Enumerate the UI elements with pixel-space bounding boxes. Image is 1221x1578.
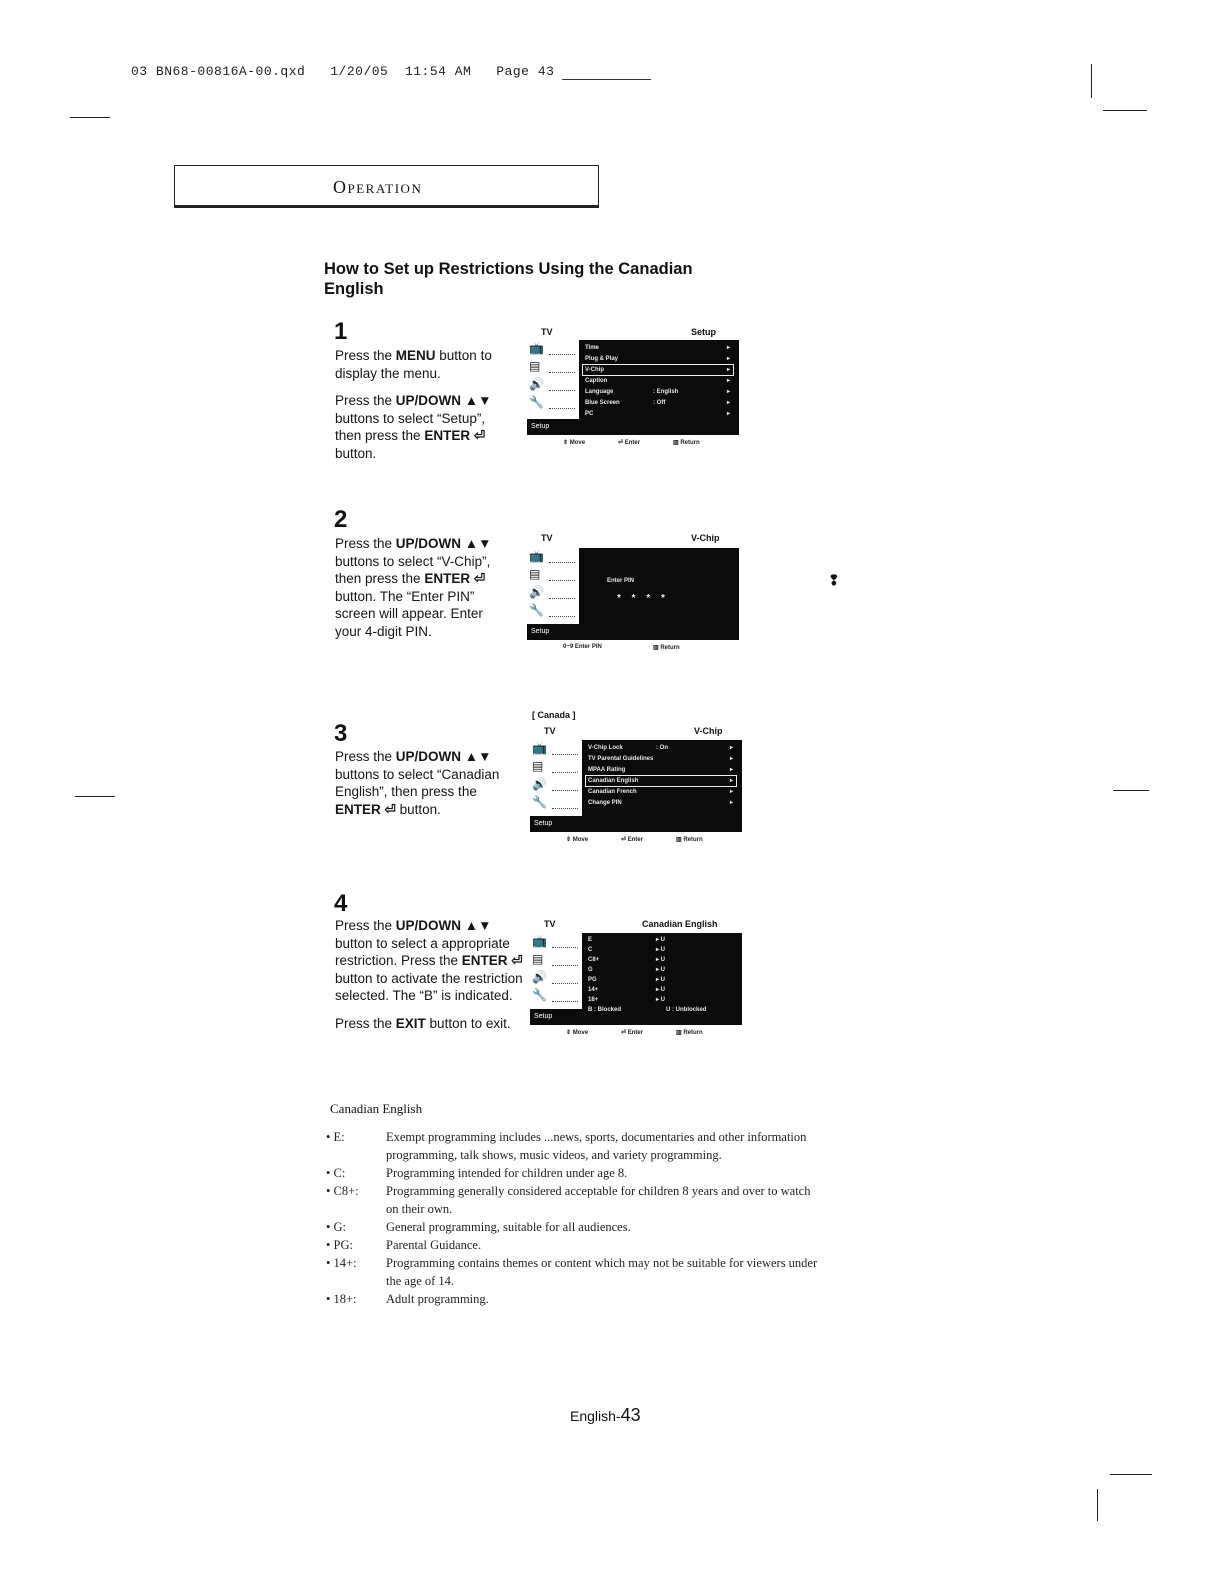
tv-menu-screen (527, 548, 739, 640)
menu-row (586, 976, 736, 985)
menu-row (586, 996, 736, 1005)
menu-row-arrow: ▸ (726, 400, 730, 406)
sidebar-icon: 📺 (532, 741, 547, 755)
menu-row-value: : Off (653, 400, 666, 406)
nav-hint: ⏎ Enter (621, 837, 644, 843)
screen-tv-label: TV (541, 327, 553, 337)
menu-sidebar (527, 548, 579, 640)
menu-row-value: ▸ U (656, 937, 666, 943)
definition-description: Adult programming. (386, 1292, 489, 1306)
menu-row-label: G (588, 967, 593, 973)
screen-menu-title: V-Chip (694, 726, 723, 736)
menu-row-value: ▸ U (656, 987, 666, 993)
menu-row (586, 946, 736, 955)
step-number: 3 (334, 720, 348, 747)
sidebar-dots (552, 937, 578, 948)
screen-menu-title: Canadian English (642, 919, 718, 929)
menu-row-value: ▸ U (656, 967, 666, 973)
sidebar-dots (552, 744, 578, 755)
instruction-text: button to activate the restriction selected. The “B” is indicated. (335, 970, 523, 1003)
nav-hint: ⇕ Move (566, 837, 589, 843)
definitions-heading: Canadian English (330, 1101, 423, 1116)
crop-mark-top-left (70, 117, 110, 118)
instruction-keyword: ENTER ⏎ (461, 953, 523, 968)
menu-row-label: Language (585, 389, 614, 395)
menu-row-label: V-Chip Lock (588, 745, 623, 751)
menu-row-label: MPAA Rating (588, 767, 626, 773)
menu-row (583, 376, 733, 386)
sidebar-icon: 🔊 (529, 377, 544, 391)
section-title: Operation (333, 177, 423, 197)
menu-row (586, 743, 736, 753)
sidebar-setup-tab: Setup (530, 1009, 582, 1025)
nav-hint: ⏎ Enter (618, 440, 641, 446)
menu-sidebar (530, 740, 582, 832)
sidebar-icon: 🔧 (529, 395, 544, 409)
definition-description: Parental Guidance. (386, 1238, 482, 1252)
sidebar-icon: ▤ (532, 759, 544, 773)
instruction-paragraph (335, 1015, 530, 1033)
menu-row (586, 765, 736, 775)
instruction-text: Press the (335, 918, 396, 933)
step-instructions (335, 748, 500, 818)
menu-row (586, 936, 736, 945)
sidebar-dots (549, 362, 575, 373)
instruction-text: button. The “Enter PIN” screen will appear. Enter your 4-digit PIN. (335, 588, 483, 639)
instruction-text: buttons to select “Canadian English”, then press the (335, 766, 500, 799)
sidebar-icon: 🔊 (532, 777, 547, 791)
crop-mark-bottom-right-v (1097, 1489, 1098, 1521)
sidebar-icon: 📺 (529, 341, 544, 355)
menu-row (586, 1006, 736, 1015)
definition-description: Programming generally considered acceptable for children 8 years and over to watch on their own. (386, 1184, 811, 1216)
step-number: 4 (334, 890, 348, 917)
menu-row-arrow: ▸ (729, 756, 733, 762)
step-instructions (335, 917, 530, 1032)
instruction-keyword: UP/DOWN ▲▼ (395, 536, 492, 551)
sidebar-setup-tab: Setup (527, 419, 579, 435)
menu-row-label: TV Parental Guidelines (588, 756, 654, 762)
definition-term: • C8+: (326, 1184, 359, 1198)
definition-term: • E: (326, 1130, 345, 1144)
menu-row-arrow: ▸ (726, 356, 730, 362)
instruction-keyword: ENTER ⏎ (424, 571, 486, 586)
definition-term: • PG: (326, 1238, 353, 1252)
nav-hint: ▥ Return (653, 645, 680, 651)
menu-row (583, 365, 733, 375)
menu-sidebar (530, 933, 582, 1025)
instruction-text: buttons to select “Setup”, then press the (335, 410, 486, 443)
footer-label: English- (570, 1408, 621, 1424)
menu-row-label: Canadian English (588, 778, 639, 784)
menu-row (586, 986, 736, 995)
instruction-text: buttons to select “V-Chip”, then press the (335, 553, 491, 586)
sidebar-setup-tab: Setup (527, 624, 579, 640)
sidebar-setup-tab: Setup (530, 816, 582, 832)
instruction-paragraph (335, 392, 500, 462)
instruction-keyword: UP/DOWN ▲▼ (395, 393, 492, 408)
page-footer (570, 1405, 641, 1426)
menu-row (583, 354, 733, 364)
sidebar-dots (552, 955, 578, 966)
step-number: 2 (334, 506, 348, 533)
sidebar-icon: ▤ (532, 952, 544, 966)
menu-row (586, 754, 736, 764)
slug-page-num: 43 (537, 64, 555, 79)
instruction-text: Press the (335, 393, 396, 408)
sidebar-dots (552, 798, 578, 809)
slug-time: 11:54 AM (404, 64, 472, 79)
menu-row-value: : On (656, 745, 668, 751)
sidebar-icon: 🔧 (532, 988, 547, 1002)
nav-hint: ⇕ Move (563, 440, 586, 446)
instruction-keyword: ENTER ⏎ (335, 801, 396, 817)
menu-row-arrow: ▸ (726, 411, 730, 417)
section-header-box (174, 165, 599, 208)
sidebar-icon: 📺 (529, 549, 544, 563)
sidebar-dots (549, 606, 575, 617)
instruction-keyword: UP/DOWN ▲▼ (395, 918, 492, 933)
menu-row-label: Blue Screen (585, 400, 620, 406)
instruction-text: button to display the menu. (335, 348, 492, 381)
step-instructions (335, 347, 500, 462)
instruction-text: Press the (335, 1015, 396, 1031)
menu-row-label: Time (585, 345, 599, 351)
menu-row-value: ▸ U (656, 947, 666, 953)
definition-description: Programming intended for children under age 8. (386, 1166, 628, 1180)
sidebar-dots (549, 398, 575, 409)
instruction-keyword: MENU (395, 348, 436, 363)
instruction-text: button. (335, 445, 377, 461)
menu-row-label: Canadian French (588, 789, 637, 795)
sidebar-dots (549, 588, 575, 599)
sidebar-icon: ▤ (529, 359, 541, 373)
screen-tv-label: TV (544, 919, 556, 929)
slug-page-label: Page (496, 64, 530, 79)
nav-hint: 0~9 Enter PIN (563, 644, 602, 650)
sidebar-icon: 🔊 (529, 585, 544, 599)
menu-row (583, 398, 733, 408)
menu-row-label: V-Chip (585, 367, 604, 373)
menu-row-label: PG (588, 977, 597, 983)
menu-row-arrow: ▸ (729, 745, 733, 751)
crop-mark-top-right (1103, 110, 1147, 111)
menu-row-value: ▸ U (656, 957, 666, 963)
tv-menu-screen (530, 933, 742, 1025)
menu-row-label: PC (585, 411, 594, 417)
slug-file: 03 BN68-00816A-00.qxd (131, 64, 306, 79)
menu-row (583, 343, 733, 353)
menu-row (586, 798, 736, 808)
crop-mark-top-right-v (1091, 64, 1092, 98)
registration-mark-right (1113, 790, 1149, 791)
sidebar-icon: ▤ (529, 567, 541, 581)
menu-row-label: Caption (585, 378, 608, 384)
sidebar-dots (552, 780, 578, 791)
instruction-text: Press the (335, 749, 396, 764)
nav-hint: ▥ Return (676, 837, 703, 843)
slug-underline (562, 79, 651, 80)
menu-row-value: ▸ U (656, 977, 666, 983)
menu-row-label: C8+ (588, 957, 600, 963)
sidebar-dots (552, 973, 578, 984)
pin-entry: * * * * (617, 593, 669, 604)
registration-mark-left (75, 796, 115, 797)
instruction-paragraph (335, 748, 500, 818)
menu-row-arrow: ▸ (726, 389, 730, 395)
menu-row-arrow: ▸ (729, 800, 733, 806)
step-instructions (335, 535, 500, 640)
menu-row-label: E (588, 937, 593, 943)
nav-hint: ⇕ Move (566, 1030, 589, 1036)
definition-term: • 14+: (326, 1256, 357, 1270)
menu-row-label: 14+ (588, 987, 599, 993)
page-title: How to Set up Restrictions Using the Canadian English (324, 260, 693, 298)
instruction-keyword: EXIT (395, 1015, 426, 1031)
menu-row-value: U : Unblocked (666, 1007, 707, 1013)
instruction-paragraph (335, 347, 500, 382)
menu-row-label: Plug & Play (585, 356, 619, 362)
screen-menu-title: V-Chip (691, 533, 720, 543)
menu-row (583, 409, 733, 419)
menu-sidebar (527, 340, 579, 435)
menu-row-label: B : Blocked (588, 1007, 622, 1013)
menu-row-label: Change PIN (588, 800, 622, 806)
sidebar-icon: 🔧 (529, 603, 544, 617)
slug-date: 1/20/05 (330, 64, 389, 79)
sidebar-dots (549, 380, 575, 391)
nav-hint: ▥ Return (673, 440, 700, 446)
menu-row-arrow: ▸ (726, 367, 730, 373)
instruction-paragraph (335, 535, 500, 640)
sidebar-dots (549, 344, 575, 355)
sidebar-dots (552, 762, 578, 773)
menu-row-arrow: ▸ (726, 345, 730, 351)
menu-row-arrow: ▸ (726, 378, 730, 384)
sidebar-dots (549, 570, 575, 581)
instruction-text: Press the (335, 348, 396, 363)
menu-row (586, 776, 736, 786)
menu-row-value: : English (653, 389, 679, 395)
definition-term: • 18+: (326, 1292, 357, 1306)
menu-row (586, 787, 736, 797)
menu-row (586, 966, 736, 975)
step-number: 1 (334, 318, 348, 345)
instruction-keyword: UP/DOWN ▲▼ (395, 749, 492, 764)
menu-row-value: ▸ U (656, 997, 666, 1003)
instruction-text: button. (395, 801, 441, 817)
instruction-keyword: ENTER ⏎ (424, 428, 486, 443)
definition-description: General programming, suitable for all audiences. (386, 1220, 631, 1234)
nav-hint: ⏎ Enter (621, 1030, 644, 1036)
screen-region-label: [ Canada ] (532, 710, 576, 720)
sidebar-dots (552, 991, 578, 1002)
definition-description: Exempt programming includes ...news, sports, documentaries and other information programming, talk shows, music videos, and variety programming. (386, 1130, 807, 1162)
menu-row-arrow: ▸ (729, 789, 733, 795)
nav-hint: ▥ Return (676, 1030, 703, 1036)
instruction-paragraph (335, 917, 530, 1005)
margin-mark: ❢ (828, 572, 840, 588)
screen-tv-label: TV (544, 726, 556, 736)
menu-row (586, 956, 736, 965)
definition-term: • G: (326, 1220, 347, 1234)
definition-term: • C: (326, 1166, 346, 1180)
print-slug (131, 64, 554, 79)
tv-menu-screen (530, 740, 742, 832)
menu-row (583, 387, 733, 397)
crop-mark-bottom-right (1110, 1474, 1152, 1475)
sidebar-icon: 📺 (532, 934, 547, 948)
instruction-text: Press the (335, 536, 396, 551)
menu-row-arrow: ▸ (729, 767, 733, 773)
instruction-text: button to select a appropriate restriction. Press the (335, 935, 510, 968)
footer-page-number: 43 (620, 1405, 641, 1425)
menu-row: Enter PIN (607, 578, 635, 584)
tv-menu-screen (527, 340, 739, 435)
sidebar-icon: 🔧 (532, 795, 547, 809)
sidebar-dots (549, 552, 575, 563)
menu-row-arrow: ▸ (729, 778, 733, 784)
instruction-text: button to exit. (425, 1015, 511, 1031)
screen-tv-label: TV (541, 533, 553, 543)
definition-description: Programming contains themes or content which may not be suitable for viewers under the age of 14. (386, 1256, 818, 1288)
sidebar-icon: 🔊 (532, 970, 547, 984)
menu-row-label: C (588, 947, 593, 953)
menu-row-label: 18+ (588, 997, 599, 1003)
screen-menu-title: Setup (691, 327, 717, 337)
